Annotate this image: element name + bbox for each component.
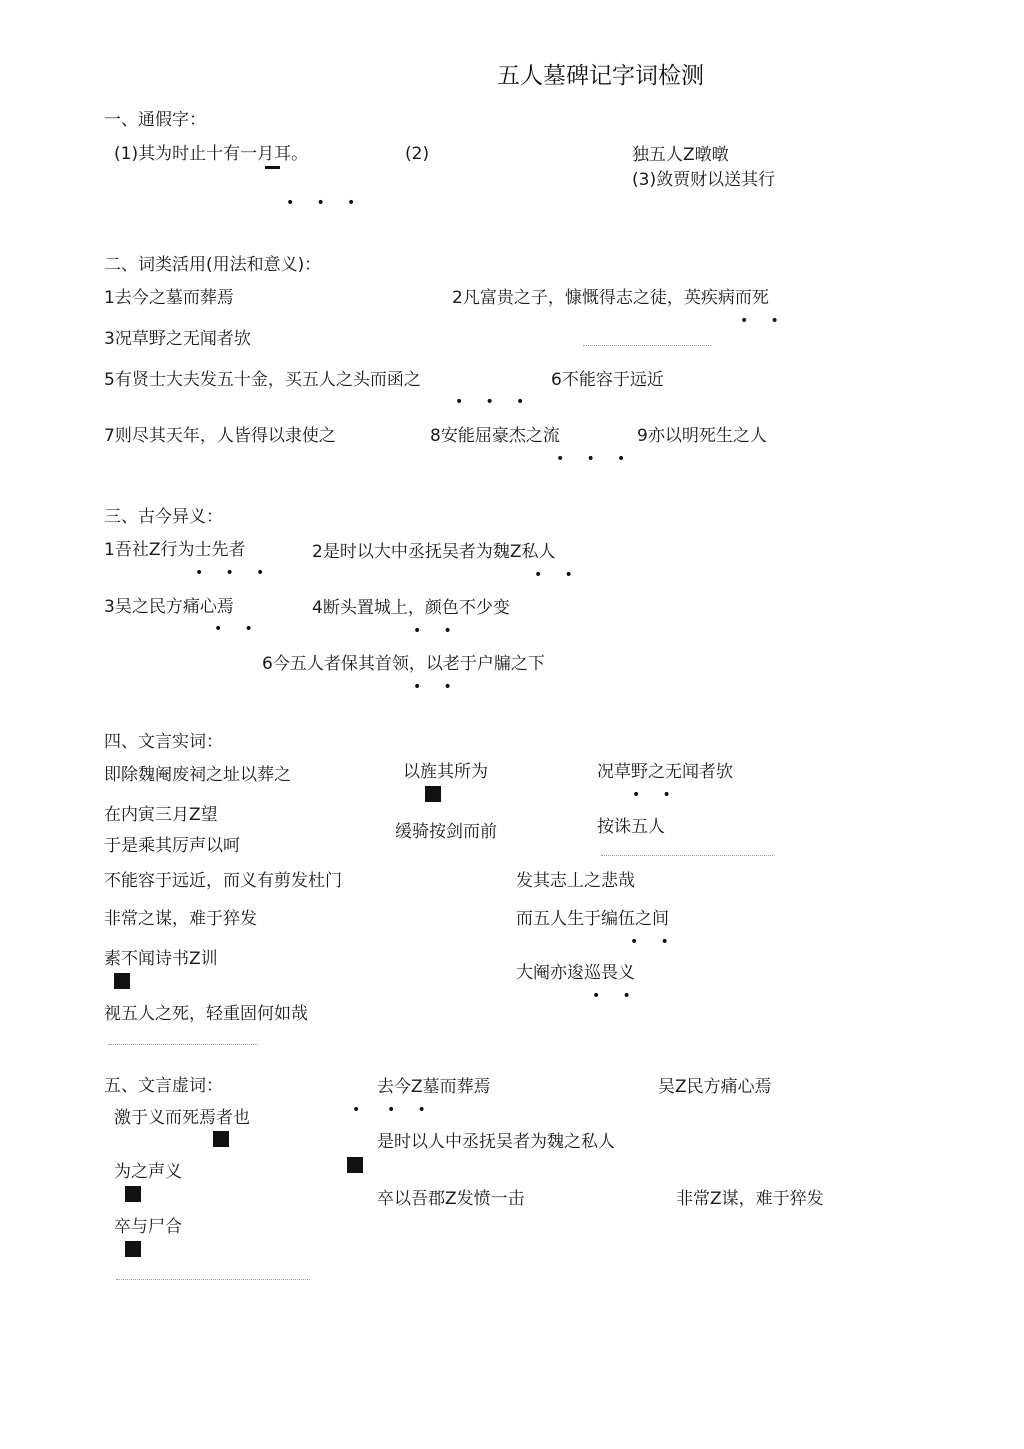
s4-item-14: 视五人之死，轻重固何如哉 (104, 1004, 308, 1024)
section-1-heading: 一、通假字： (104, 110, 206, 130)
s4-emphasis-dots-11: • • (630, 934, 669, 950)
section-2-heading: 二、词类活用(用法和意义)： (104, 255, 322, 275)
s4-item-3: 况草野之无闻者欤 (597, 762, 733, 782)
section-3-heading: 三、古今异义： (104, 507, 223, 527)
s3-item-2: 2是时以大中丞抚吴者为魏Z私人 (312, 542, 556, 562)
s5-item-6: 卒以吾郡Z发愤一击 (377, 1189, 525, 1209)
s5-emphasis-dots-1: • • • (352, 1102, 426, 1118)
s2-item-2: 2凡富贵之子，慷慨得志之徒，英疾病而死 (452, 288, 769, 308)
s2-item-8: 8安能屈豪杰之流 (430, 426, 560, 446)
s4-item-8: 不能容于远近，而义有剪发杜门 (104, 871, 342, 891)
s2-item-7: 7则尽其天年，人皆得以隶使之 (104, 426, 336, 446)
s2-emphasis-dots-2: • • (740, 313, 779, 329)
s5-item-3: 激于义而死焉者也 (114, 1108, 250, 1128)
page-title: 五人墓碑记字词检测 (497, 63, 704, 89)
s4-faint-marks-2 (108, 1044, 258, 1046)
s5-item-1: 去今Z墓而葬焉 (377, 1077, 491, 1097)
s1-emphasis-dots: • • • (286, 195, 356, 211)
s4-item-1: 即除魏阉废祠之址以葬之 (104, 765, 291, 785)
s4-item-7: 于是乘其厉声以呵 (104, 836, 240, 856)
section-5-heading: 五、文言虚词： (104, 1076, 223, 1096)
s3-emphasis-dots-2: • • (534, 567, 573, 583)
s3-emphasis-dots-1: • • • (195, 565, 265, 581)
s4-item-9: 发其志丄之悲哉 (516, 871, 635, 891)
s4-faint-marks (601, 855, 773, 857)
s1-question-2-number: (2) (405, 144, 430, 164)
s3-emphasis-dots-6: • • (413, 679, 452, 695)
s4-blank-box-2 (114, 973, 130, 989)
s2-emphasis-dots-8: • • • (556, 451, 626, 467)
s2-item-9: 9亦以明死生之人 (637, 426, 767, 446)
s2-item-5: 5有贤士大夫发五十金，买五人之头而函之 (104, 370, 421, 390)
s4-item-10: 非常之谋，难于猝发 (104, 909, 257, 929)
s1-question-3: (3)敛贾财以送其行 (632, 170, 776, 190)
s1-question-2: 独五人Z暾暾 (632, 145, 729, 165)
s4-emphasis-dots-13: • • (592, 988, 631, 1004)
s4-item-12: 素不闻诗书Z训 (104, 949, 218, 969)
s4-item-13: 大阉亦逡巡畏义 (516, 963, 635, 983)
s4-item-2: 以旌其所为 (403, 762, 488, 782)
s1-question-1: (1)其为时止十有一月耳。 (114, 144, 309, 164)
s5-blank-box-4 (125, 1241, 141, 1257)
s5-item-7: 非常Z谋，难于猝发 (676, 1189, 824, 1209)
s5-item-5: 为之声义 (114, 1162, 182, 1182)
s5-faint-marks (116, 1279, 310, 1281)
s2-item-6: 6不能容于远近 (551, 370, 664, 390)
section-4-heading: 四、文言实词： (104, 732, 223, 752)
s3-emphasis-dots-4: • • (413, 623, 452, 639)
s3-item-3: 3吴之民方痛心焉 (104, 597, 234, 617)
s4-item-6: 按诛五人 (597, 817, 665, 837)
s2-item-1: 1去今之墓而葬焉 (104, 288, 234, 308)
s3-item-1: 1吾社Z行为士先者 (104, 540, 246, 560)
s4-item-5: 缓骑按剑而前 (395, 822, 497, 842)
s3-emphasis-dots-3: • • (214, 621, 253, 637)
s4-item-4: 在内寅三月Z望 (104, 805, 218, 825)
s1-underline-mark (265, 166, 280, 169)
s2-faint-marks (583, 345, 711, 347)
s4-blank-box-1 (425, 786, 441, 802)
s3-item-6: 6今五人者保其首领，以老于户牖之下 (262, 654, 545, 674)
s5-item-2: 吴Z民方痛心焉 (658, 1077, 772, 1097)
s5-blank-box-2 (347, 1157, 363, 1173)
s5-item-4: 是时以人中丞抚吴者为魏之私人 (377, 1132, 615, 1152)
s4-emphasis-dots-3: • • (632, 787, 671, 803)
s5-item-8: 卒与尸合 (114, 1217, 182, 1237)
s3-item-4: 4断头置城上，颜色不少变 (312, 598, 510, 618)
s4-item-11: 而五人生于编伍之间 (516, 909, 669, 929)
s5-blank-box-3 (125, 1186, 141, 1202)
s2-item-3: 3况草野之无闻者欤 (104, 329, 251, 349)
s2-emphasis-dots-5: • • • (455, 394, 525, 410)
s5-blank-box-1 (213, 1131, 229, 1147)
